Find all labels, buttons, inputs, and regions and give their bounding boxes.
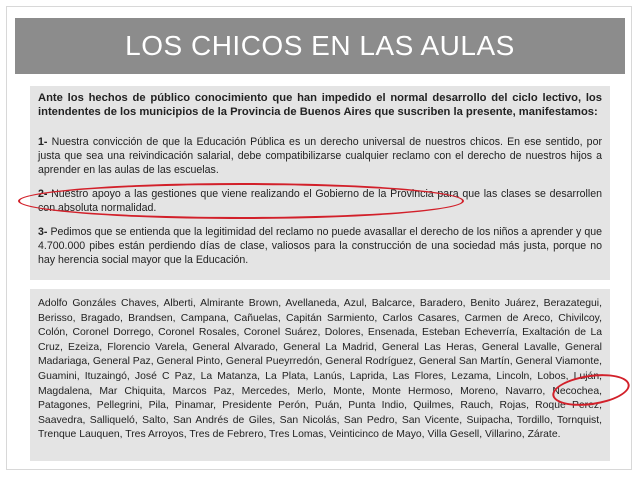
point-2 <box>38 187 602 215</box>
declaration-panel <box>30 86 610 280</box>
point-2-text: Nuestro apoyo a las gestiones que viene realizando el Gobierno de la Provincia para que las clases se desarrollen con absoluta normalidad. <box>38 188 602 214</box>
point-3-number: 3- <box>38 226 48 238</box>
title-banner <box>15 18 625 74</box>
signatories-panel <box>30 289 610 461</box>
point-1-number: 1- <box>38 136 48 148</box>
point-2-number: 2- <box>38 188 48 200</box>
point-1-text: Nuestra convicción de que la Educación Pública es un derecho universal de nuestros chicos. En ese sentido, por justa que sea una reivindicación salarial, debe compatibilizarse cualquier reclamo con el derecho de nuestros hijos a aprender en las aulas de las escuelas. <box>38 136 602 176</box>
intro-paragraph: Ante los hechos de público conocimiento que han impedido el normal desarrollo del ciclo lectivo, los intendentes de los municipios de la Provincia de Buenos Aires que suscriben la presente, manifestamos: <box>38 92 602 118</box>
point-3 <box>38 225 602 267</box>
municipalities-list: Adolfo Gonzáles Chaves, Alberti, Almirante Brown, Avellaneda, Azul, Balcarce, Baradero, Benito Juárez, Berazategui, Berisso, Bragado, Brandsen, Campana, Cañuelas, Capitán Sarmiento, Carlos Casares, Carmen de Areco, Chivilcoy, Colón, Coronel Dorrego, Coronel Rosales, Coronel Suárez, Dolores, Ensenada, Esteban Echeverría, Exaltación de La Cruz, Ezeiza, Florencio Varela, General Alvarado, General La Madrid, General Las Heras, General Lavalle, General Madariaga, General Paz, General Pinto, General Pueyrredón, General Rodríguez, General San Martín, General Viamonte, Guamini, Ituzaingó, José C Paz, La Matanza, La Plata, Lanús, Laprida, Las Flores, Lezama, Lincoln, Lobos, Luján, Magdalena, Mar Chiquita, Marcos Paz, Mercedes, Merlo, Monte, Monte Hermoso, Moreno, Navarro, Necochea, Patagones, Pellegrini, Pila, Pinamar, Presidente Perón, Puán, Punta Indio, Quilmes, Rauch, Rojas, Roque Perez, Saavedra, Salliqueló, Salto, San Andrés de Giles, San Nicolás, San Pedro, San Vicente, Suipacha, Tordillo, Tornquist, Trenque Lauquen, Tres Arroyos, Tres de Febrero, Tres Lomas, Veinticinco de Mayo, Villa Gesell, Villarino, Zárate. <box>38 298 602 441</box>
point-1 <box>38 135 602 177</box>
page-title: LOS CHICOS EN LAS AULAS <box>125 30 515 61</box>
point-3-text: Pedimos que se entienda que la legitimidad del reclamo no puede avasallar el derecho de los niños a aprender y que 4.700.000 pibes están perdiendo días de clase, valiosos para la construcción de una sociedad más justa, porque no hay herencia social mayor que la Educación. <box>38 226 602 266</box>
